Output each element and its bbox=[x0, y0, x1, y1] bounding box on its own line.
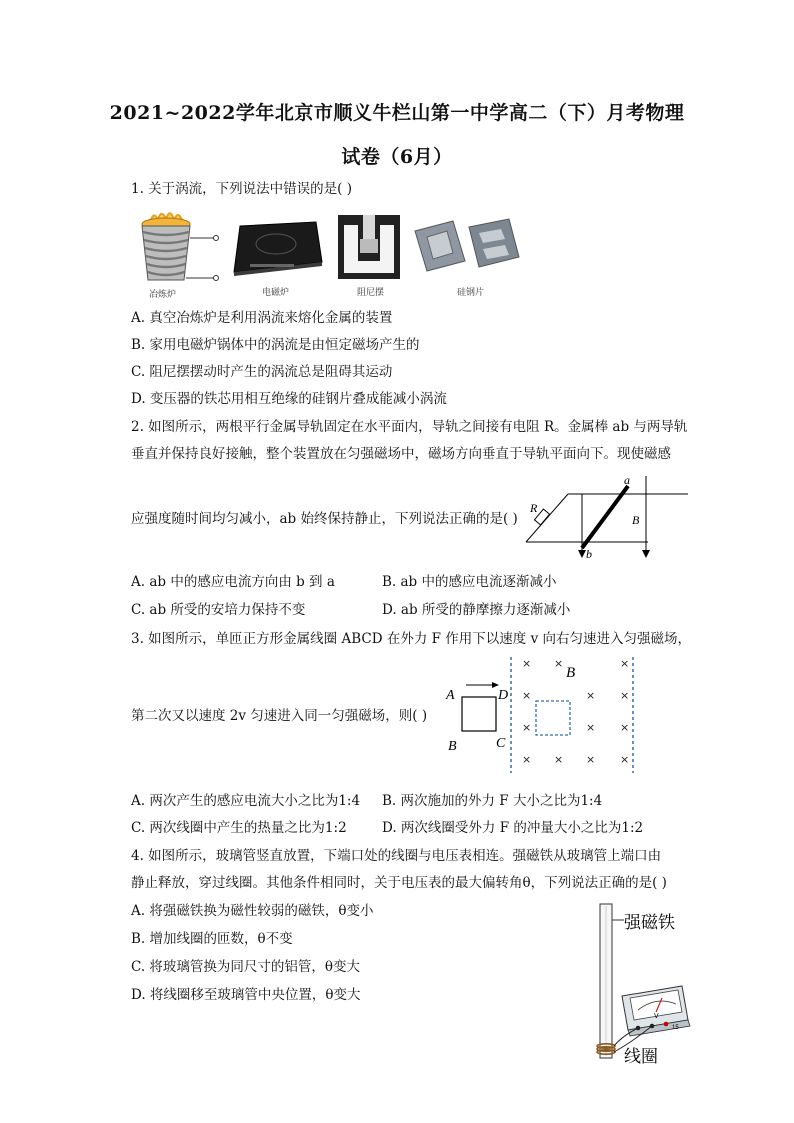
field-cross-mark: × bbox=[586, 689, 596, 702]
q2-label-a: a bbox=[624, 473, 630, 487]
q4-tube-diagram bbox=[592, 900, 702, 1070]
q4-label-coil: 线圈 bbox=[624, 1047, 658, 1066]
q1-option-b: B. 家用电磁炉锅体中的涡流是由恒定磁场产生的 bbox=[131, 337, 420, 353]
q1-steel-label: 硅钢片 bbox=[457, 288, 485, 298]
q2-label-b: b bbox=[586, 547, 592, 561]
q3-option-d: D. 两次线圈受外力 F 的冲量大小之比为1:2 bbox=[382, 820, 644, 836]
q2-rail-diagram bbox=[520, 472, 695, 564]
q4-label-magnet: 强磁铁 bbox=[624, 913, 675, 932]
q1-pendulum-label: 阻尼摆 bbox=[357, 288, 385, 298]
q3-label-B: B bbox=[448, 739, 457, 754]
q2-stem-line1: 2. 如图所示，两根平行金属导轨固定在水平面内，导轨之间接有电阻 R。金属棒 ab 与两导轨 bbox=[131, 419, 688, 435]
q2-stem-line2: 垂直并保持良好接触，整个装置放在匀强磁场中，磁场方向垂直于导轨平面向下。现使磁感 bbox=[131, 446, 671, 462]
paper-title-line1: 2021~2022学年北京市顺义牛栏山第一中学高二（下）月考物理 bbox=[109, 102, 685, 124]
q4-option-a: A. 将强磁铁换为磁性较弱的磁铁，θ变小 bbox=[131, 903, 374, 919]
q4-option-d: D. 将线圈移至玻璃管中央位置，θ变大 bbox=[131, 987, 361, 1003]
field-cross-mark: × bbox=[620, 689, 630, 702]
q2-stem-line3: 应强度随时间均匀减小，ab 始终保持静止，下列说法正确的是( ) bbox=[131, 511, 518, 527]
paper-title-line2: 试卷（6月） bbox=[341, 146, 453, 168]
q1-option-d: D. 变压器的铁芯用相互绝缘的硅钢片叠成能减小涡流 bbox=[131, 391, 447, 407]
q3-option-b: B. 两次施加的外力 F 大小之比为1:4 bbox=[382, 793, 603, 809]
q3-option-a: A. 两次产生的感应电流大小之比为1:4 bbox=[131, 793, 361, 809]
q1-damped-pendulum-image bbox=[338, 215, 400, 279]
q3-label-field: B bbox=[566, 665, 576, 681]
q4-option-b: B. 增加线圈的匝数，θ不变 bbox=[131, 931, 293, 947]
field-cross-mark: × bbox=[522, 721, 532, 734]
q4-meter-v: V bbox=[654, 1013, 659, 1020]
q2-option-d: D. ab 所受的静摩擦力逐渐减小 bbox=[382, 602, 571, 618]
q1-furnace-label: 冶炼炉 bbox=[149, 290, 177, 300]
q2-option-c: C. ab 所受的安培力保持不变 bbox=[131, 602, 306, 618]
q3-stem-line1: 3. 如图所示，单匝正方形金属线圈 ABCD 在外力 F 作用下以速度 v 向右匀速进入匀强磁场， bbox=[131, 631, 691, 647]
q2-option-a: A. ab 中的感应电流方向由 b 到 a bbox=[131, 574, 335, 590]
q1-stem: 1. 关于涡流，下列说法中错误的是( ) bbox=[131, 181, 352, 197]
field-cross-mark: × bbox=[620, 753, 630, 766]
q4-meter-15: 15 bbox=[672, 1025, 679, 1031]
q1-furnace-image bbox=[128, 208, 223, 286]
q4-stem-line2: 静止释放，穿过线圈。其他条件相同时，关于电压表的最大偏转角θ，下列说法正确的是( ) bbox=[131, 875, 667, 891]
q3-label-A: A bbox=[446, 688, 455, 703]
q3-field-diagram bbox=[444, 655, 644, 775]
q1-option-a: A. 真空冶炼炉是利用涡流来熔化金属的装置 bbox=[131, 310, 393, 326]
voltmeter-icon bbox=[622, 986, 690, 1036]
q4-stem-line1: 4. 如图所示，玻璃管竖直放置，下端口处的线圈与电压表相连。强磁铁从玻璃管上端口由 bbox=[131, 848, 662, 864]
field-cross-mark: × bbox=[586, 721, 596, 734]
field-cross-mark: × bbox=[554, 753, 564, 766]
q4-option-c: C. 将玻璃管换为同尺寸的铝管，θ变大 bbox=[131, 959, 361, 975]
field-cross-mark: × bbox=[620, 657, 630, 670]
q3-stem-line2: 第二次又以速度 2v 匀速进入同一匀强磁场，则( ) bbox=[131, 708, 428, 724]
field-cross-mark: × bbox=[554, 657, 564, 670]
q3-label-D: D bbox=[498, 688, 509, 703]
field-cross-mark: × bbox=[586, 753, 596, 766]
q2-label-B: B bbox=[632, 513, 640, 527]
q1-induction-cooker-image bbox=[230, 216, 325, 278]
field-cross-mark: × bbox=[522, 657, 532, 670]
field-cross-mark: × bbox=[620, 721, 630, 734]
q2-option-b: B. ab 中的感应电流逐渐减小 bbox=[382, 574, 557, 590]
field-cross-mark: × bbox=[522, 753, 532, 766]
field-cross-mark: × bbox=[522, 689, 532, 702]
q3-option-c: C. 两次线圈中产生的热量之比为1:2 bbox=[131, 820, 347, 836]
q1-silicon-steel-image bbox=[413, 217, 521, 277]
q1-cooker-label: 电磁炉 bbox=[262, 288, 290, 298]
q2-label-R: R bbox=[530, 501, 538, 515]
q3-label-C: C bbox=[496, 736, 506, 751]
q1-option-c: C. 阻尼摆摆动时产生的涡流总是阻碍其运动 bbox=[131, 364, 393, 380]
